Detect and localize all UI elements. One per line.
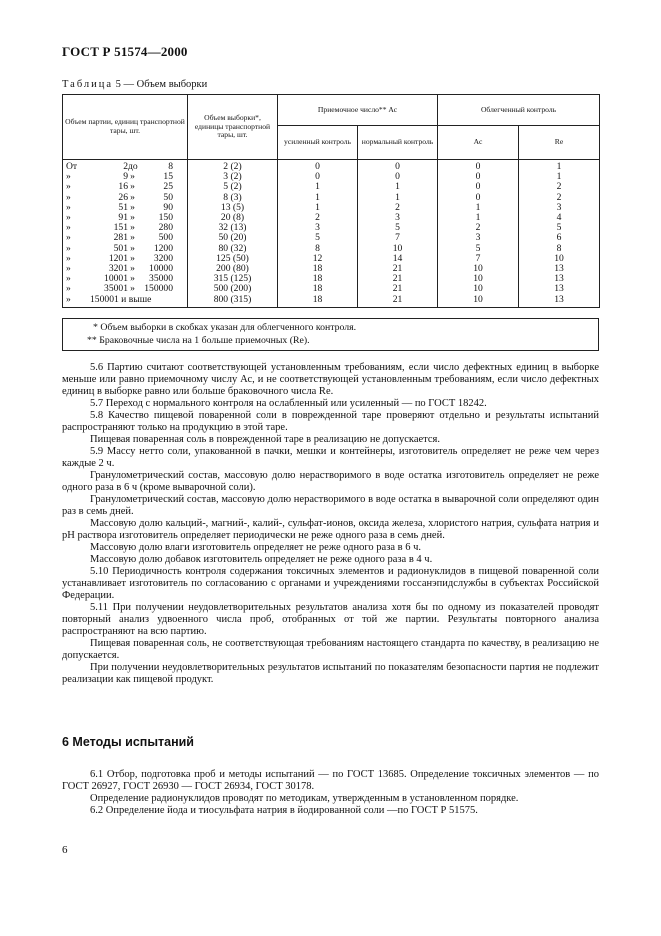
- paragraph: Массовую долю влаги изготовитель определяет не реже одного раза в 6 ч.: [90, 542, 422, 553]
- cell-sample-size: 125 (50): [188, 254, 278, 264]
- lot-from: 281: [113, 232, 128, 244]
- lot-from: 26: [118, 191, 128, 203]
- header-reinforced-control: усиленный контроль: [278, 126, 358, 160]
- paragraph: 6.1 Отбор, подготовка проб и методы испытаний — по ГОСТ 13685. Определение токсичных элементов — по ГОСТ 26927, ГОСТ 26930 — ГОСТ 26934, ГОСТ 30178.: [62, 769, 599, 792]
- lot-from: 9: [123, 171, 128, 183]
- cell-normal: 21: [358, 264, 438, 274]
- table-caption-title: 5 — Объем выборки: [113, 79, 208, 90]
- cell-ac: 10: [438, 295, 519, 308]
- cell-reinforced: 1: [278, 182, 358, 192]
- table-caption: [62, 79, 207, 90]
- header-normal-control: нормальный контроль: [358, 126, 438, 160]
- cell-normal: 2: [358, 203, 438, 213]
- lot-separator: »: [130, 252, 135, 264]
- cell-ac: 10: [438, 264, 519, 274]
- cell-re: 8: [519, 244, 600, 254]
- header-acceptance-number: Приемочное число** Ас: [278, 95, 438, 126]
- cell-normal: 1: [358, 182, 438, 192]
- cell-re: 13: [519, 274, 600, 284]
- cell-normal: 0: [358, 172, 438, 182]
- cell-reinforced: 8: [278, 244, 358, 254]
- lot-separator: »: [130, 222, 135, 234]
- lot-from: 2: [123, 161, 128, 172]
- lot-separator: до: [128, 161, 138, 172]
- table-row: [63, 193, 600, 203]
- lot-from: 16: [118, 181, 128, 193]
- lot-prefix: От: [66, 161, 78, 172]
- lot-from: 91: [118, 212, 128, 224]
- cell-reinforced: 0: [278, 172, 358, 182]
- paragraph: Пищевая поваренная соль, не соответствующая требованиям настоящего стандарта по качеству, в реализацию не допускается.: [62, 638, 599, 661]
- lot-separator: »: [130, 201, 135, 213]
- lot-to: 50: [163, 191, 173, 203]
- cell-reinforced: 0: [278, 160, 358, 173]
- cell-ac: 0: [438, 160, 519, 173]
- paragraph: Массовую долю добавок изготовитель определяет не реже одного раза в 4 ч.: [90, 554, 433, 565]
- lot-to: 150: [158, 212, 173, 224]
- cell-sample-size: 500 (200): [188, 284, 278, 294]
- paragraph: При получении неудовлетворительных результатов испытаний по показателям безопасности партия не подлежит реализации как пищевой продукт.: [62, 662, 599, 685]
- cell-normal: 5: [358, 223, 438, 233]
- cell-reinforced: 1: [278, 193, 358, 203]
- lot-from: 3201: [108, 263, 128, 275]
- lot-from: 51: [118, 201, 128, 213]
- table-row: [63, 295, 600, 308]
- cell-reinforced: 5: [278, 233, 358, 243]
- lot-from: 10001: [104, 273, 128, 285]
- cell-ac: 7: [438, 254, 519, 264]
- cell-re: 2: [519, 182, 600, 192]
- cell-normal: 21: [358, 295, 438, 308]
- lot-separator: »: [130, 212, 135, 224]
- cell-re: 5: [519, 223, 600, 233]
- cell-re: 13: [519, 295, 600, 308]
- cell-reinforced: 18: [278, 274, 358, 284]
- lot-prefix: »: [66, 273, 71, 285]
- lot-prefix: »: [66, 293, 71, 305]
- paragraph: Гранулометрический состав, массовую долю нерастворимого в воде остатка изготовитель определяет не реже одного раза в 6 ч (кроме выварочной соли).: [62, 470, 599, 493]
- paragraph: 5.7 Переход с нормального контроля на ослабленный или усиленный — по ГОСТ 18242.: [90, 398, 487, 409]
- page-number: 6: [62, 844, 68, 856]
- lot-separator: »: [130, 283, 135, 295]
- table-caption-word: Таблица: [62, 79, 114, 90]
- cell-ac: 10: [438, 274, 519, 284]
- cell-reinforced: 18: [278, 284, 358, 294]
- cell-ac: 0: [438, 172, 519, 182]
- lot-to: 150000: [144, 283, 173, 295]
- paragraph: 5.6 Партию считают соответствующей установленным требованиям, если число дефектных единиц в выборке меньше или равно приемочному числу Ас, и не соответствующей установленным требованиям, если число дефектных единиц в выборке равно или больше браковочного числа Re.: [62, 362, 599, 397]
- cell-re: 1: [519, 172, 600, 182]
- cell-ac: 3: [438, 233, 519, 243]
- body-text-section-6: [62, 769, 599, 817]
- cell-ac: 0: [438, 193, 519, 203]
- lot-from: 1201: [108, 252, 128, 264]
- table-row: [63, 182, 600, 192]
- cell-re: 13: [519, 284, 600, 294]
- lot-separator: »: [130, 171, 135, 183]
- lot-prefix: »: [66, 252, 71, 264]
- lot-prefix: »: [66, 191, 71, 203]
- cell-sample-size: 200 (80): [188, 264, 278, 274]
- cell-ac: 10: [438, 284, 519, 294]
- cell-re: 10: [519, 254, 600, 264]
- lot-separator: »: [130, 273, 135, 285]
- header-sample-size: Объем выборки*, единицы транспортной тары, шт.: [188, 95, 278, 160]
- lot-to: 15: [163, 171, 173, 183]
- cell-normal: 0: [358, 160, 438, 173]
- cell-sample-size: 2 (2): [188, 160, 278, 173]
- cell-reinforced: 2: [278, 213, 358, 223]
- cell-reinforced: 12: [278, 254, 358, 264]
- lot-prefix: »: [66, 242, 71, 254]
- cell-re: 6: [519, 233, 600, 243]
- paragraph: 5.8 Качество пищевой поваренной соли в поврежденной таре проверяют отдельно и результаты испытаний распространяют только на продукцию в этой таре.: [62, 410, 599, 433]
- cell-normal: 1: [358, 193, 438, 203]
- cell-re: 3: [519, 203, 600, 213]
- cell-re: 2: [519, 193, 600, 203]
- cell-ac: 5: [438, 244, 519, 254]
- document-id: ГОСТ Р 51574—2000: [62, 44, 188, 59]
- lot-to: 8: [168, 161, 173, 172]
- lot-to: 3200: [153, 252, 173, 264]
- cell-sample-size: 800 (315): [188, 295, 278, 308]
- table-row: [63, 203, 600, 213]
- lot-separator: »: [130, 263, 135, 275]
- cell-reinforced: 18: [278, 295, 358, 308]
- table-row: [63, 213, 600, 223]
- body-text-section-5: [62, 362, 599, 686]
- header-re: Re: [519, 126, 600, 160]
- lot-to: 90: [163, 201, 173, 213]
- cell-re: 1: [519, 160, 600, 173]
- cell-ac: 1: [438, 213, 519, 223]
- cell-ac: 0: [438, 182, 519, 192]
- cell-re: 13: [519, 264, 600, 274]
- lot-to: 500: [158, 232, 173, 244]
- lot-prefix: »: [66, 171, 71, 183]
- lot-from: 35001: [104, 283, 128, 295]
- lot-prefix: »: [66, 212, 71, 224]
- cell-ac: 2: [438, 223, 519, 233]
- cell-normal: 7: [358, 233, 438, 243]
- cell-reinforced: 1: [278, 203, 358, 213]
- lot-separator: »: [130, 232, 135, 244]
- cell-re: 4: [519, 213, 600, 223]
- header-ac: Ас: [438, 126, 519, 160]
- section-heading: 6 Методы испытаний: [62, 735, 194, 749]
- paragraph: 5.11 При получении неудовлетворительных результатов анализа хотя бы по одному из показателей проводят повторный анализ удвоенного числа проб, отобранных от той же партии. Результаты повторного анализа распространяют на всю партию.: [62, 602, 599, 637]
- lot-prefix: »: [66, 201, 71, 213]
- lot-prefix: »: [66, 222, 71, 234]
- table-row: [63, 172, 600, 182]
- paragraph: Массовую долю кальций-, магний-, калий-, сульфат-ионов, оксида железа, хлористого натрия, сульфата натрия и pH раствора изготовитель определяет периодически не реже одного раза в семь дней.: [62, 518, 599, 541]
- lot-separator: »: [130, 181, 135, 193]
- table-row: [63, 160, 600, 173]
- table-row: [63, 244, 600, 254]
- table-row: [63, 274, 600, 284]
- cell-sample-size: 80 (32): [188, 244, 278, 254]
- paragraph: Пищевая поваренная соль в поврежденной таре в реализацию не допускается.: [90, 434, 441, 445]
- paragraph: 6.2 Определение йода и тиосульфата натрия в йодированной соли —по ГОСТ Р 51575.: [90, 805, 478, 816]
- lot-from: 501: [113, 242, 128, 254]
- lot-to: 10000: [149, 263, 173, 275]
- sample-size-table: [62, 94, 600, 308]
- cell-normal: 21: [358, 274, 438, 284]
- table-row: [63, 233, 600, 243]
- cell-sample-size: 3 (2): [188, 172, 278, 182]
- paragraph: 5.9 Массу нетто соли, упакованной в пачки, мешки и контейнеры, изготовитель определяет не реже чем через каждые 2 ч.: [62, 446, 599, 469]
- lot-prefix: »: [66, 283, 71, 295]
- header-reduced-inspection: Облегченный контроль: [438, 95, 600, 126]
- lot-to: 280: [158, 222, 173, 234]
- lot-prefix: »: [66, 232, 71, 244]
- table-row: [63, 254, 600, 264]
- lot-to: 1200: [153, 242, 173, 254]
- table-note-1: * Объем выборки в скобках указан для облегченного контроля.: [93, 322, 357, 333]
- cell-sample-size: 20 (8): [188, 213, 278, 223]
- cell-reinforced: 18: [278, 264, 358, 274]
- lot-range: 150001 и выше: [90, 293, 152, 305]
- cell-sample-size: 50 (20): [188, 233, 278, 243]
- cell-ac: 1: [438, 203, 519, 213]
- lot-to: 35000: [149, 273, 173, 285]
- table-notes: [62, 318, 599, 351]
- table-row: [63, 264, 600, 274]
- lot-separator: »: [130, 242, 135, 254]
- lot-prefix: »: [66, 263, 71, 275]
- cell-normal: 10: [358, 244, 438, 254]
- cell-normal: 21: [358, 284, 438, 294]
- cell-normal: 14: [358, 254, 438, 264]
- lot-from: 151: [113, 222, 128, 234]
- lot-separator: »: [130, 191, 135, 203]
- cell-reinforced: 3: [278, 223, 358, 233]
- paragraph: Гранулометрический состав, массовую долю нерастворимого в воде остатка в выварочной соли определяют один раз в семь дней.: [62, 494, 599, 517]
- header-lot-size: Объем партии, единиц транспортной тары, шт.: [63, 95, 188, 160]
- cell-sample-size: 315 (125): [188, 274, 278, 284]
- lot-to: 25: [163, 181, 173, 193]
- cell-normal: 3: [358, 213, 438, 223]
- paragraph: 5.10 Периодичность контроля содержания токсичных элементов и радионуклидов в пищевой поваренной соли устанавливает изготовитель по согласованию с органами и учреждениями госсанэпидслужбы в субъектах Российской Федерации.: [62, 566, 599, 601]
- cell-sample-size: 32 (13): [188, 223, 278, 233]
- cell-lot-size: [63, 295, 188, 308]
- table-row: [63, 223, 600, 233]
- table-note-2: ** Браковочные числа на 1 больше приемочных (Re).: [87, 335, 310, 346]
- cell-sample-size: 8 (3): [188, 193, 278, 203]
- cell-sample-size: 5 (2): [188, 182, 278, 192]
- cell-sample-size: 13 (5): [188, 203, 278, 213]
- lot-prefix: »: [66, 181, 71, 193]
- paragraph: Определение радионуклидов проводят по методикам, утвержденным в установленном порядке.: [90, 793, 519, 804]
